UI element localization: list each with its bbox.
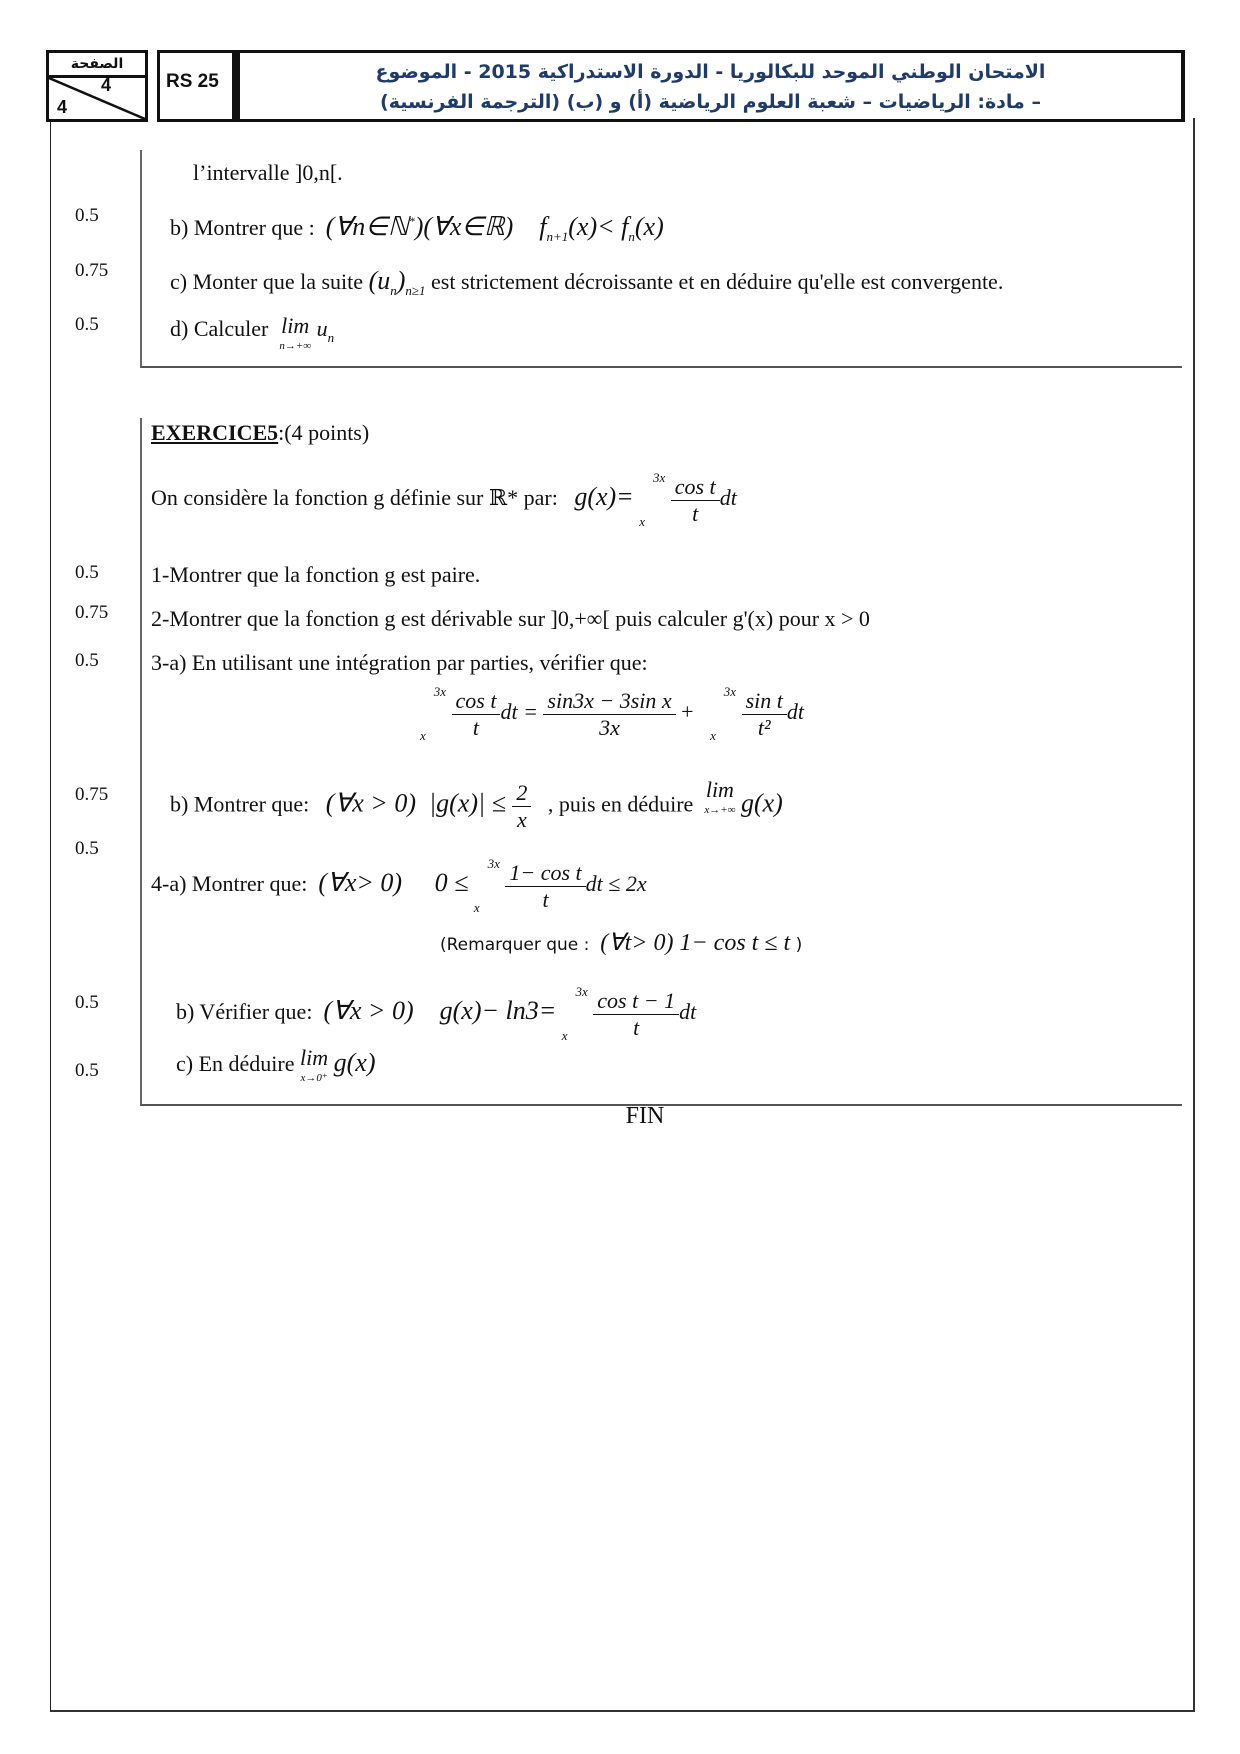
intro-text: l’intervalle ]0,n[. bbox=[193, 160, 343, 185]
exercise5-item-3b: b) Montrer que: (∀x > 0) |g(x)| ≤ $\frac{2}{x}$ , puis en déduire lim x→+∞ g(x) bbox=[170, 777, 783, 832]
points-ex5-4a: 0.5 bbox=[75, 838, 99, 859]
limit-expr: lim n→+∞ bbox=[279, 313, 312, 352]
hint-close: ) bbox=[795, 935, 803, 955]
page-total: 4 bbox=[57, 97, 68, 117]
points-ex4b: 0.5 bbox=[75, 205, 99, 226]
integral-sign: 3x x bbox=[639, 470, 666, 529]
exercise4-item-d bbox=[170, 313, 335, 356]
exam-title bbox=[237, 50, 1185, 122]
points-ex5-1: 0.5 bbox=[75, 562, 99, 583]
item-label: b) Montrer que : bbox=[170, 215, 315, 240]
points-ex4d: 0.5 bbox=[75, 314, 99, 335]
item-label: d) Calculer bbox=[170, 316, 269, 341]
end-marker: FIN bbox=[625, 1103, 665, 1129]
exam-title-line2: – مادة: الرياضيات – شعبة العلوم الرياضية (أ) و (ب) (الترجمة الفرنسية) bbox=[380, 91, 1041, 113]
item-label: b) Vérifier que: bbox=[176, 999, 313, 1025]
formula-3a: 3x x $\frac{\text{cos t}}{t}$ dt = $\frac{\text{sin3x − 3sin x}}{3x}$ + 3x x $\frac{\text{sin t}}{\text{t²}}$ dt bbox=[420, 684, 804, 743]
points-ex5-2: 0.75 bbox=[75, 602, 109, 623]
hint-label: (Remarquer que : bbox=[440, 935, 590, 955]
intro-text: On considère la fonction g définie sur ℝ* par: bbox=[151, 485, 558, 511]
points-ex5-4b: 0.5 bbox=[75, 992, 99, 1013]
exercise4-item-c bbox=[170, 266, 1003, 299]
page-current: 4 bbox=[101, 75, 112, 95]
exercise5-intro: On considère la fonction g définie sur ℝ* par: g(x)= 3x x $\frac{\text{cos t}}{t}$ dt bbox=[151, 470, 737, 529]
exercise5-item-4b: b) Vérifier que: (∀x > 0) g(x)− ln3= 3x x $\frac{\text{cos t − 1}}{t}$ dt bbox=[176, 984, 697, 1043]
exam-title-line1: الامتحان الوطني الموحد للبكالوريا - الدورة الاستدراكية 2015 - الموضوع bbox=[375, 61, 1046, 83]
item-label: c) En déduire bbox=[176, 1051, 295, 1076]
page-number-box bbox=[46, 50, 148, 122]
points-ex5-3b: 0.75 bbox=[75, 784, 109, 805]
points-ex5-3a: 0.5 bbox=[75, 650, 99, 671]
item-math: $(u_n)_{n\ge 1}$ bbox=[368, 266, 426, 298]
page-label: الصفحة bbox=[49, 53, 145, 78]
item-text: , puis en déduire bbox=[547, 791, 694, 817]
points-ex5-4c: 0.5 bbox=[75, 1060, 99, 1081]
exercise5-item-2: 2-Montrer que la fonction g est dérivable sur ]0,+∞[ puis calculer g'(x) pour x > 0 bbox=[151, 606, 870, 631]
points-ex4c: 0.75 bbox=[75, 260, 109, 281]
item-label: c) Monter que la suite bbox=[170, 269, 364, 294]
exercise5-heading bbox=[151, 420, 369, 446]
exercise4-item-b bbox=[170, 212, 664, 245]
item-label: 4-a) Montrer que: bbox=[151, 871, 308, 897]
exercise5-item-4a: 4-a) Montrer que: (∀x> 0) 0 ≤ 3x x $\frac{\text{1− cos t}}{t}$ dt ≤ 2x bbox=[151, 856, 647, 915]
exercise-points: :(4 points) bbox=[278, 420, 370, 445]
exercise5-item-4c: c) En déduire lim x→0⁺ g(x) bbox=[176, 1045, 376, 1084]
item-text: est strictement décroissante et en déduire qu'elle est convergente. bbox=[431, 269, 1004, 294]
exercise5-item-1: 1-Montrer que la fonction g est paire. bbox=[151, 562, 481, 587]
exercise5-item-3a: 3-a) En utilisant une intégration par parties, vérifier que: bbox=[151, 650, 648, 675]
item-math: $u_n$ bbox=[316, 316, 335, 345]
exam-code: RS 25 bbox=[157, 50, 237, 122]
exercise4-intro bbox=[193, 160, 343, 186]
item-label: b) Montrer que: bbox=[170, 791, 310, 817]
item-math: (∀n∈ℕ*)(∀x∈ℝ) $f_{n+1}(x)< f_n(x)$ bbox=[325, 212, 664, 244]
exercise-title: EXERCICE5 bbox=[151, 420, 279, 445]
exercise5-hint: (Remarquer que : (∀t> 0) 1− cos t ≤ t ) bbox=[440, 930, 803, 956]
